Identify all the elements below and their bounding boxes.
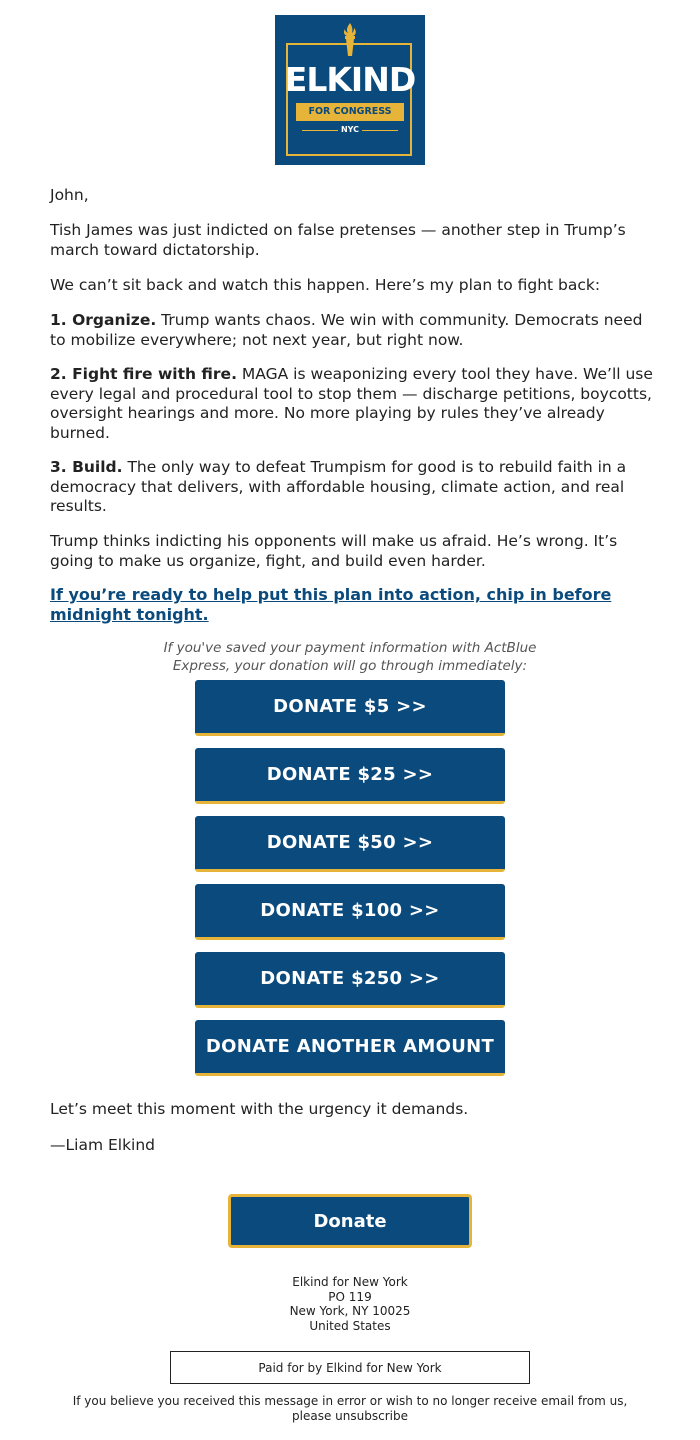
address-line: Elkind for New York <box>292 1275 408 1289</box>
plan-item-text: The only way to defeat Trumpism for good is to rebuild faith in a democracy that delivers, with affordable housing, climate action, and real results. <box>50 458 627 515</box>
donate-5-button[interactable]: DONATE $5 >> <box>195 680 505 736</box>
paid-for-disclaimer <box>170 1351 530 1384</box>
logo-name: ELKIND <box>284 60 416 99</box>
plan-item-text: Trump wants chaos. We win with community. Democrats need to mobilize everywhere; not next year, but right now. <box>50 311 643 349</box>
donate-100-button[interactable]: DONATE $100 >> <box>195 884 505 940</box>
unsubscribe-link[interactable]: please unsubscribe <box>292 1409 408 1423</box>
plan-item-organize <box>50 311 660 350</box>
donate-50-button[interactable]: DONATE $50 >> <box>195 816 505 872</box>
donate-25-button[interactable]: DONATE $25 >> <box>195 748 505 804</box>
donate-button[interactable]: Donate <box>228 1194 472 1248</box>
logo-divider-right <box>362 130 398 131</box>
actblue-express-note: If you've saved your payment information with ActBlue Express, your donation will go through immediately: <box>163 640 537 674</box>
address-line: PO 119 <box>328 1289 372 1304</box>
footer-text: If you believe you received this message in error or wish to no longer receive email from us, <box>72 1394 628 1408</box>
paragraph-closing-argument: Trump thinks indicting his opponents will make us afraid. He’s wrong. It’s going to make us organize, fight, and build even harder. <box>50 532 618 570</box>
paid-for-text: Paid for by Elkind for New York <box>258 1360 442 1375</box>
plan-item-text: MAGA is weaponizing every tool they have. We’ll use every legal and procedural tool to stop them — discharge petitions, boycotts, oversight hearings and more. No more playing by rules they’ve already burned. <box>50 365 653 442</box>
greeting: John, <box>50 186 89 204</box>
plan-item-lead: 3. Build. <box>50 458 123 476</box>
mailing-address <box>200 1275 500 1333</box>
address-line: New York, NY 10025 <box>289 1304 411 1318</box>
signature: —Liam Elkind <box>50 1136 156 1154</box>
logo-band: FOR CONGRESS <box>296 103 404 121</box>
logo-city: NYC <box>340 125 360 134</box>
address-line: United States <box>309 1318 391 1333</box>
chip-in-link[interactable]: If you’re ready to help put this plan into action, chip in before midnight tonight. <box>50 585 612 624</box>
paragraph-indictment: Tish James was just indicted on false pretenses — another step in Trump’s march toward dictatorship. <box>50 221 626 259</box>
closing-line: Let’s meet this moment with the urgency it demands. <box>50 1100 469 1118</box>
plan-item-build <box>50 458 660 517</box>
torch-icon <box>342 23 358 57</box>
plan-item-lead: 2. Fight fire with fire. <box>50 365 237 383</box>
donate-250-button[interactable]: DONATE $250 >> <box>195 952 505 1008</box>
plan-item-fight <box>50 365 660 443</box>
paragraph-plan-intro: We can’t sit back and watch this happen. Here’s my plan to fight back: <box>50 276 601 294</box>
donate-other-amount-button[interactable]: DONATE ANOTHER AMOUNT <box>195 1020 505 1076</box>
plan-item-lead: 1. Organize. <box>50 311 157 329</box>
campaign-logo <box>275 15 425 165</box>
footer <box>50 1394 650 1424</box>
